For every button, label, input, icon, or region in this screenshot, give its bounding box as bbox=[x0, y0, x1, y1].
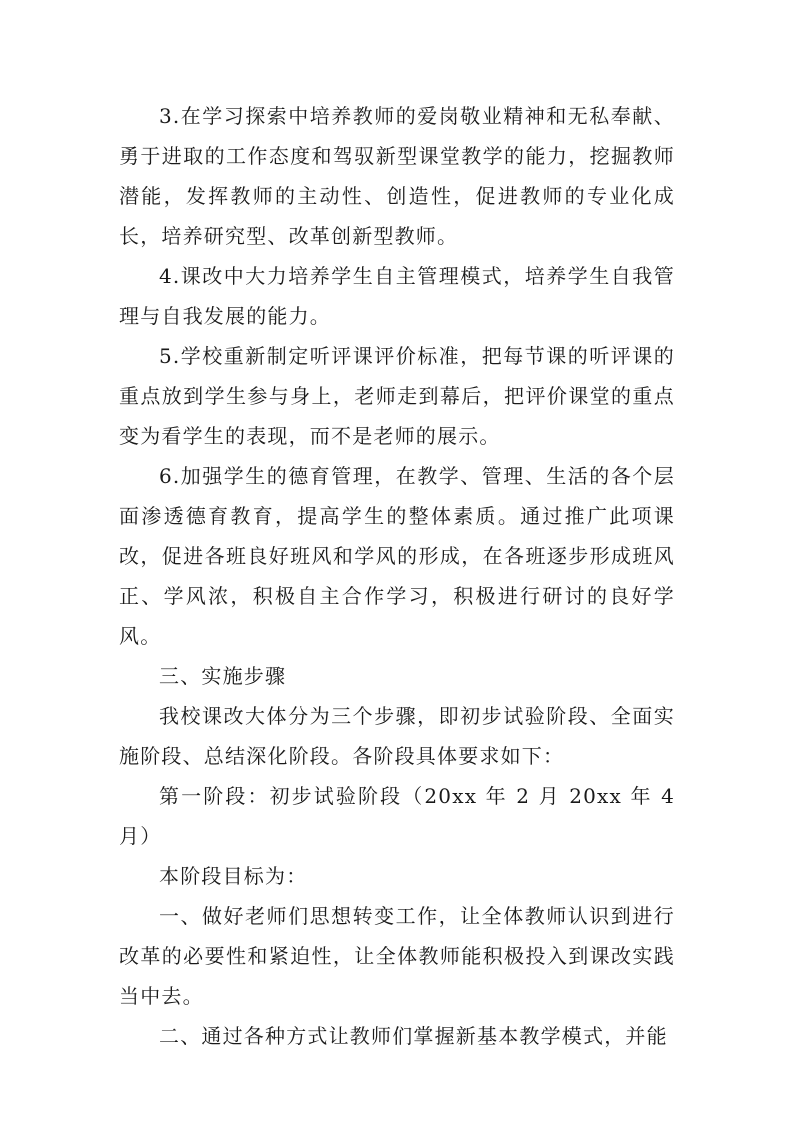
paragraph-steps-overview: 我校课改大体分为三个步骤，即初步试验阶段、全面实施阶段、总结深化阶段。各阶段具体要求如下： bbox=[119, 704, 675, 768]
document-body bbox=[119, 96, 675, 1056]
section-heading-implementation-steps: 三、实施步骤 bbox=[159, 664, 287, 688]
paragraph-goal-6: 6.加强学生的德育管理，在教学、管理、生活的各个层面渗透德育教育，提高学生的整体素质。通过推广此项课改，促进各班良好班风和学风的形成，在各班逐步形成班风正、学风浓，积极自主合作学习，积极进行研讨的良好学风。 bbox=[119, 464, 675, 648]
paragraph-goal-3: 3.在学习探索中培养教师的爱岗敬业精神和无私奉献、勇于进取的工作态度和驾驭新型课堂教学的能力，挖掘教师潜能，发挥教师的主动性、创造性，促进教师的专业化成长，培养研究型、改革创新型教师。 bbox=[119, 104, 675, 248]
paragraph-goal-4: 4.课改中大力培养学生自主管理模式，培养学生自我管理与自我发展的能力。 bbox=[119, 264, 675, 328]
paragraph-phase-item-1: 一、做好老师们思想转变工作，让全体教师认识到进行改革的必要性和紧迫性，让全体教师能积极投入到课改实践当中去。 bbox=[119, 904, 675, 1008]
paragraph-phase-item-2: 二、通过各种方式让教师们掌握新基本教学模式，并能 bbox=[159, 1024, 668, 1048]
paragraph-phase-goals: 本阶段目标为： bbox=[159, 864, 308, 888]
paragraph-phase-one: 第一阶段：初步试验阶段（20xx 年 2 月 20xx 年 4 月） bbox=[119, 784, 675, 848]
paragraph-goal-5: 5.学校重新制定听评课评价标准，把每节课的听评课的重点放到学生参与身上，老师走到幕后，把评价课堂的重点变为看学生的表现，而不是老师的展示。 bbox=[119, 344, 675, 448]
